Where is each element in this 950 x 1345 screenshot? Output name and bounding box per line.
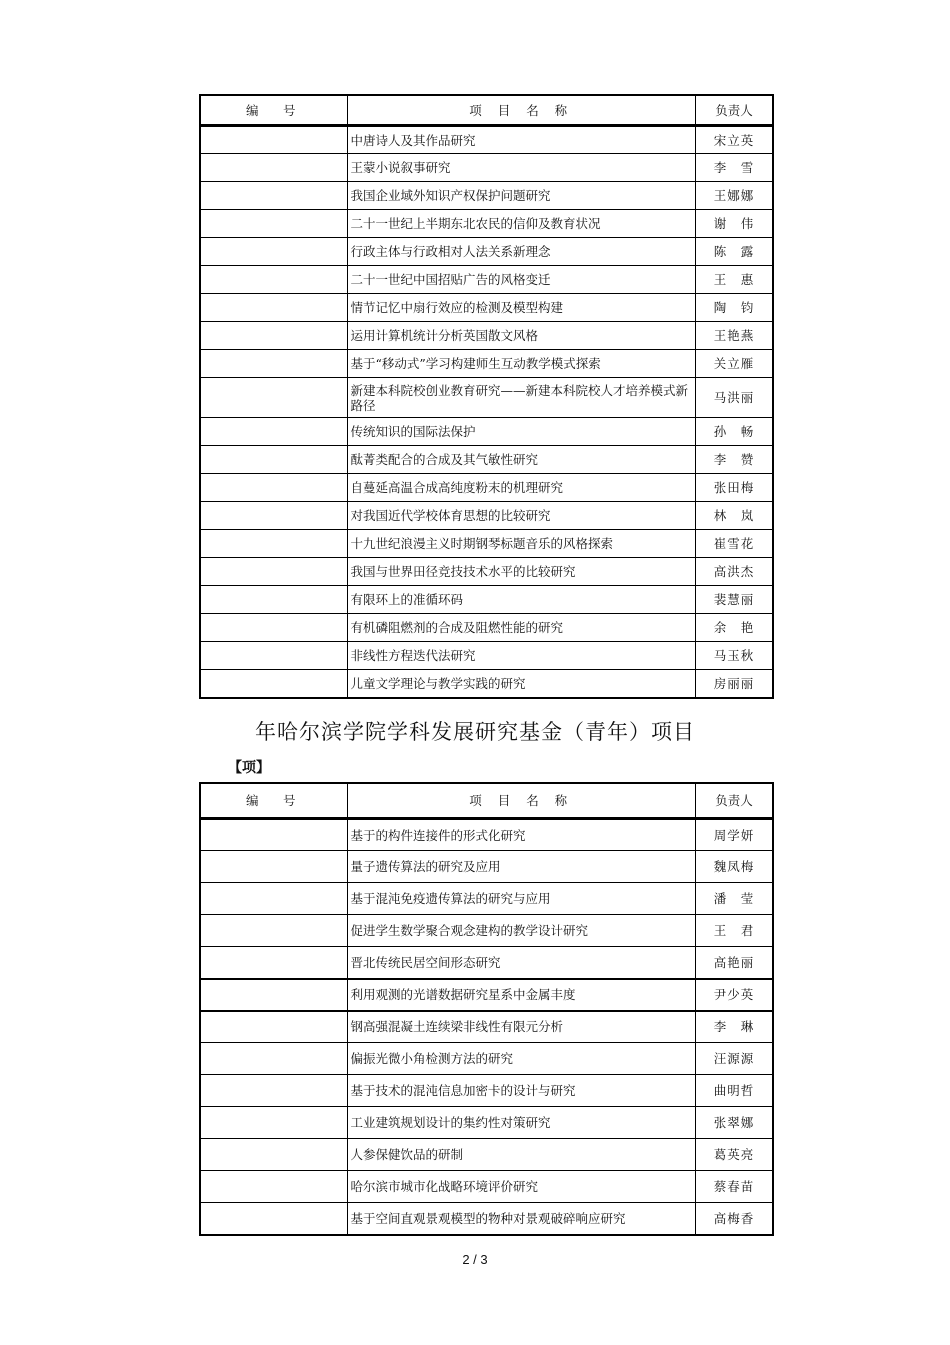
row-title-cell: 王蒙小说叙事研究 [347,154,695,182]
row-title-cell: 运用计算机统计分析英国散文风格 [347,322,695,350]
table-row [200,1203,773,1235]
row-title-cell: 晋北传统民居空间形态研究 [347,947,695,979]
row-number-cell [200,446,347,474]
row-person-cell: 王艳燕 [695,322,773,350]
row-person-cell: 王 惠 [695,266,773,294]
row-title-cell: 基于空间直观景观模型的物种对景观破碎响应研究 [347,1203,695,1235]
row-person-cell: 孙 畅 [695,418,773,446]
row-title-cell: 量子遗传算法的研究及应用 [347,851,695,883]
row-number-cell [200,322,347,350]
table-row [200,883,773,915]
projects-table-2 [199,782,774,1236]
row-title-cell: 基于技术的混沌信息加密卡的设计与研究 [347,1075,695,1107]
row-number-cell [200,1075,347,1107]
row-title-cell: 我国与世界田径竞技技术水平的比较研究 [347,558,695,586]
row-number-cell [200,586,347,614]
row-person-cell: 陶 钧 [695,294,773,322]
row-person-cell: 谢 伟 [695,210,773,238]
row-title-cell: 有限环上的准循环码 [347,586,695,614]
table-row [200,530,773,558]
header-number: 编 号 [200,95,347,126]
row-title-cell: 行政主体与行政相对人法关系新理念 [347,238,695,266]
table-row [200,558,773,586]
table-row [200,1011,773,1043]
row-number-cell [200,819,347,851]
table-row [200,979,773,1011]
table-row [200,502,773,530]
row-number-cell [200,851,347,883]
row-person-cell: 高艳丽 [695,947,773,979]
row-person-cell: 高梅香 [695,1203,773,1235]
row-title-cell: 工业建筑规划设计的集约性对策研究 [347,1107,695,1139]
row-number-cell [200,1171,347,1203]
table-row [200,238,773,266]
row-title-cell: 自蔓延高温合成高纯度粉末的机理研究 [347,474,695,502]
table-row [200,586,773,614]
row-title-cell: 中唐诗人及其作品研究 [347,126,695,154]
row-person-cell: 宋立英 [695,126,773,154]
row-person-cell: 尹少英 [695,979,773,1011]
row-number-cell [200,418,347,446]
table-row [200,1139,773,1171]
row-title-cell: 有机磷阻燃剂的合成及阻燃性能的研究 [347,614,695,642]
row-person-cell: 张田梅 [695,474,773,502]
section-heading: 年哈尔滨学院学科发展研究基金（青年）项目 [255,720,695,744]
table-row [200,350,773,378]
row-person-cell: 曲明哲 [695,1075,773,1107]
table-row [200,182,773,210]
row-number-cell [200,474,347,502]
row-title-cell: 偏振光微小角检测方法的研究 [347,1043,695,1075]
row-number-cell [200,670,347,698]
row-number-cell [200,154,347,182]
row-title-cell: 儿童文学理论与教学实践的研究 [347,670,695,698]
row-title-cell: 哈尔滨市城市化战略环境评价研究 [347,1171,695,1203]
row-number-cell [200,210,347,238]
row-title-cell: 情节记忆中扇行效应的检测及模型构建 [347,294,695,322]
row-title-cell: 酞菁类配合的合成及其气敏性研究 [347,446,695,474]
table-row [200,1107,773,1139]
table-row [200,915,773,947]
row-number-cell [200,558,347,586]
row-person-cell: 潘 莹 [695,883,773,915]
table-row [200,154,773,182]
row-number-cell [200,979,347,1011]
row-number-cell [200,1203,347,1235]
header-number: 编 号 [200,783,347,819]
table-row [200,1171,773,1203]
row-number-cell [200,1139,347,1171]
table-row [200,266,773,294]
table-header-row [200,95,773,126]
row-person-cell: 房丽丽 [695,670,773,698]
table-row [200,614,773,642]
row-person-cell: 魏凤梅 [695,851,773,883]
row-title-cell: 新建本科院校创业教育研究——新建本科院校人才培养模式新路径 [347,378,695,418]
page-number: 2 / 3 [462,1252,488,1267]
row-person-cell: 王 君 [695,915,773,947]
row-number-cell [200,238,347,266]
header-person: 负责人 [695,783,773,819]
table-header-row [200,783,773,819]
row-person-cell: 李 琳 [695,1011,773,1043]
header-title: 项 目 名 称 [347,783,695,819]
row-person-cell: 高洪杰 [695,558,773,586]
row-number-cell [200,915,347,947]
row-number-cell [200,126,347,154]
table-row [200,126,773,154]
row-title-cell: 二十一世纪中国招贴广告的风格变迁 [347,266,695,294]
table-row [200,378,773,418]
row-title-cell: 人参保健饮品的研制 [347,1139,695,1171]
row-title-cell: 对我国近代学校体育思想的比较研究 [347,502,695,530]
row-number-cell [200,294,347,322]
row-person-cell: 蔡春苗 [695,1171,773,1203]
row-title-cell: 传统知识的国际法保护 [347,418,695,446]
table-row [200,642,773,670]
row-title-cell: 基于混沌免疫遗传算法的研究与应用 [347,883,695,915]
row-number-cell [200,182,347,210]
row-number-cell [200,883,347,915]
row-title-cell: 基于“移动式”学习构建师生互动教学模式探索 [347,350,695,378]
table-row [200,670,773,698]
row-person-cell: 林 岚 [695,502,773,530]
row-title-cell: 基于的构件连接件的形式化研究 [347,819,695,851]
row-number-cell [200,1011,347,1043]
row-person-cell: 裴慧丽 [695,586,773,614]
row-title-cell: 我国企业域外知识产权保护问题研究 [347,182,695,210]
row-number-cell [200,947,347,979]
header-person: 负责人 [695,95,773,126]
row-person-cell: 葛英亮 [695,1139,773,1171]
row-person-cell: 马洪丽 [695,378,773,418]
table-row [200,819,773,851]
row-person-cell: 张翠娜 [695,1107,773,1139]
row-person-cell: 汪源源 [695,1043,773,1075]
row-title-cell: 利用观测的光谱数据研究星系中金属丰度 [347,979,695,1011]
table-row [200,418,773,446]
row-title-cell: 十九世纪浪漫主义时期钢琴标题音乐的风格探索 [347,530,695,558]
row-number-cell [200,502,347,530]
projects-table-1 [199,94,774,699]
row-person-cell: 王娜娜 [695,182,773,210]
row-person-cell: 马玉秋 [695,642,773,670]
row-number-cell [200,642,347,670]
table-row [200,446,773,474]
row-person-cell: 周学妍 [695,819,773,851]
row-number-cell [200,378,347,418]
table-row [200,322,773,350]
table-row [200,474,773,502]
row-person-cell: 李 雪 [695,154,773,182]
table-row [200,210,773,238]
row-title-cell: 促进学生数学聚合观念建构的教学设计研究 [347,915,695,947]
row-person-cell: 陈 露 [695,238,773,266]
row-person-cell: 余 艳 [695,614,773,642]
row-person-cell: 崔雪花 [695,530,773,558]
table-row [200,851,773,883]
table-row [200,294,773,322]
header-title: 项 目 名 称 [347,95,695,126]
row-number-cell [200,266,347,294]
row-title-cell: 二十一世纪上半期东北农民的信仰及教育状况 [347,210,695,238]
row-title-cell: 非线性方程迭代法研究 [347,642,695,670]
row-number-cell [200,614,347,642]
table-row [200,1075,773,1107]
row-title-cell: 钢高强混凝土连续梁非线性有限元分析 [347,1011,695,1043]
row-number-cell [200,350,347,378]
row-number-cell [200,530,347,558]
table-row [200,947,773,979]
row-number-cell [200,1043,347,1075]
project-count-label: 【项】 [228,760,270,776]
row-number-cell [200,1107,347,1139]
row-person-cell: 李 赞 [695,446,773,474]
table-row [200,1043,773,1075]
row-person-cell: 关立雁 [695,350,773,378]
